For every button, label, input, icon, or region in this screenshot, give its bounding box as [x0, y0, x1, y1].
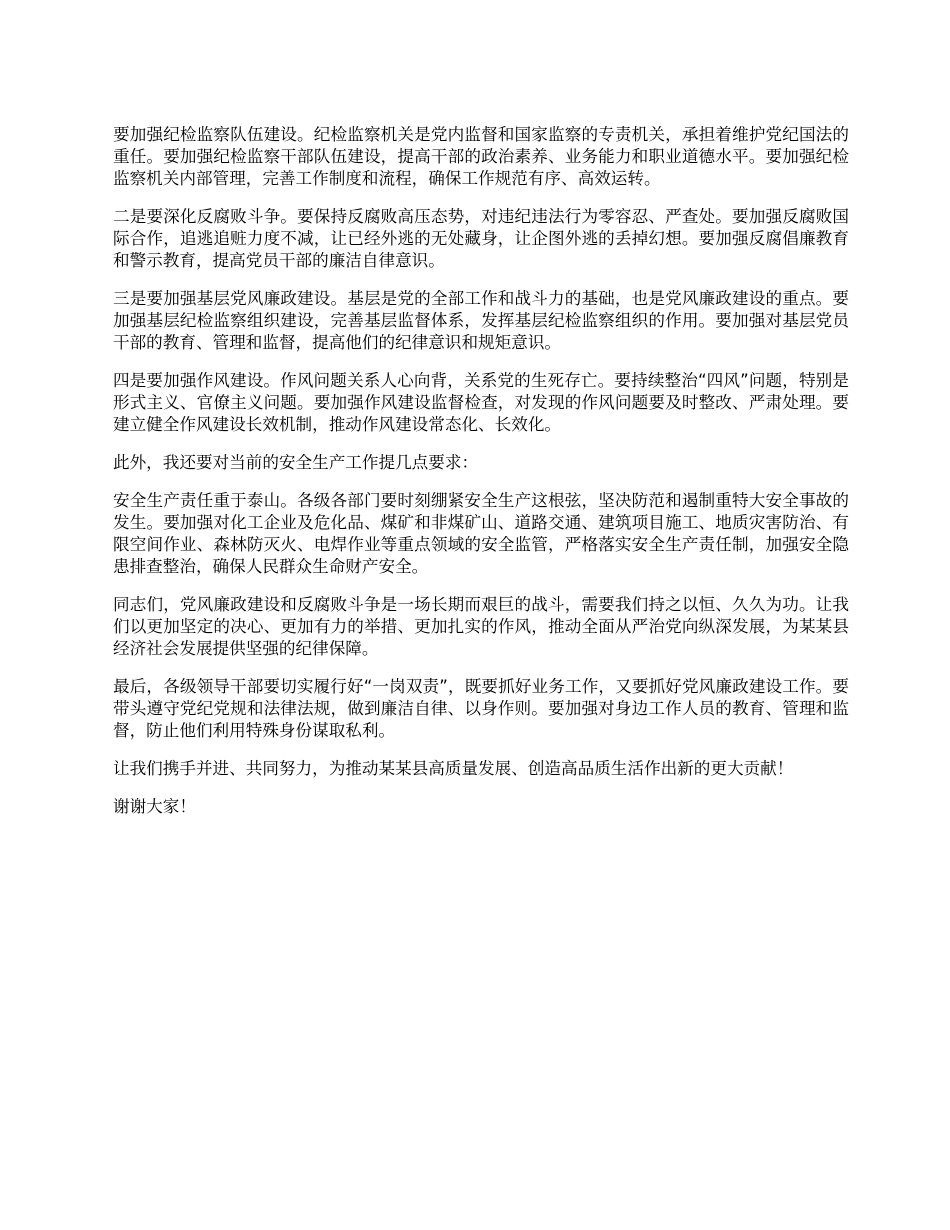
paragraph-comrades: 同志们，党风廉政建设和反腐败斗争是一场长期而艰巨的战斗，需要我们持之以恒、久久为功。让我们以更加坚定的决心、更加有力的举措、更加扎实的作风，推动全面从严治党向纵深发展，为某某县经济社会发展提供坚强的纪律保障。: [113, 595, 849, 658]
paragraph-anti-corruption: 二是要深化反腐败斗争。要保持反腐败高压态势，对违纪违法行为零容忍、严查处。要加强反腐败国际合作，追逃追赃力度不减，让已经外逃的无处藏身，让企图外逃的丢掉幻想。要加强反腐倡廉教育和警示教育，提高党员干部的廉洁自律意识。: [113, 207, 849, 270]
paragraph-leaders: 最后，各级领导干部要切实履行好“一岗双责”，既要抓好业务工作，又要抓好党风廉政建设工作。要带头遵守党纪党规和法律法规，做到廉洁自律、以身作则。要加强对身边工作人员的教育、管理和监督，防止他们利用特殊身份谋取私利。: [113, 677, 849, 740]
paragraph-grassroots: 三是要加强基层党风廉政建设。基层是党的全部工作和战斗力的基础，也是党风廉政建设的重点。要加强基层纪检监察组织建设，完善基层监督体系，发挥基层纪检监察组织的作用。要加强对基层党员干部的教育、管理和监督，提高他们的纪律意识和规矩意识。: [113, 289, 849, 352]
paragraph-safety-intro: 此外，我还要对当前的安全生产工作提几点要求：: [113, 453, 479, 472]
paragraph-work-style: 四是要加强作风建设。作风问题关系人心向背，关系党的生死存亡。要持续整治“四风”问题，特别是形式主义、官僚主义问题。要加强作风建设监督检查，对发现的作风问题要及时整改、严肃处理。要建立健全作风建设长效机制，推动作风建设常态化、长效化。: [113, 371, 849, 434]
paragraph-team-building: 要加强纪检监察队伍建设。纪检监察机关是党内监督和国家监察的专责机关，承担着维护党纪国法的重任。要加强纪检监察干部队伍建设，提高干部的政治素养、业务能力和职业道德水平。要加强纪检监察机关内部管理，完善工作制度和流程，确保工作规范有序、高效运转。: [113, 125, 849, 188]
paragraph-safety-production: 安全生产责任重于泰山。各级各部门要时刻绷紧安全生产这根弦，坚决防范和遏制重特大安全事故的发生。要加强对化工企业及危化品、煤矿和非煤矿山、道路交通、建筑项目施工、地质灾害防治、有限空间作业、森林防灭火、电焊作业等重点领域的安全监管，严格落实安全生产责任制，加强安全隐患排查整治，确保人民群众生命财产安全。: [113, 491, 849, 576]
paragraph-thanks: 谢谢大家！: [113, 797, 196, 816]
paragraph-closing: 让我们携手并进、共同努力，为推动某某县高质量发展、创造高品质生活作出新的更大贡献！: [113, 759, 794, 778]
document-body: [113, 124, 849, 834]
